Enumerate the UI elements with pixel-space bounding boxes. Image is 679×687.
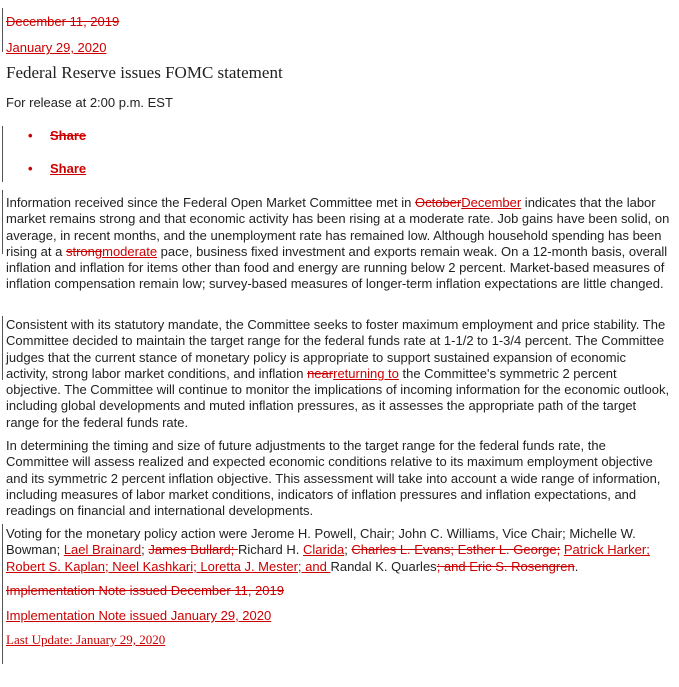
inserted-text: Patrick Harker; Robert S. Kaplan; Neel Kashkari; Loretta J. Mester; and: [6, 542, 650, 574]
change-bar: [2, 8, 3, 52]
share-label: Share: [50, 128, 87, 143]
inserted-text: December: [461, 195, 522, 210]
paragraph-economic-conditions: Information received since the Federal Open Market Committee met in OctoberDecember indicates that the labor market remains strong and that economic activity has been rising at a moderate rate. Job gains have been solid, on average, in recent months, and the unemployment rate has remained low. Although household spending has been rising at a strongmoderate pace, business fixed investment and exports remain weak. On a 12-month basis, overall inflation and inflation for items other than food and energy are running below 2 percent. Market-based measures of inflation compensation remain low; survey-based measures of longer-term inflation expectations are little changed.: [6, 195, 670, 292]
deleted-text: October: [414, 195, 462, 210]
paragraph-future-adjustments: In determining the timing and size of future adjustments to the target range for the federal funds rate, the Committee will assess realized and expected economic conditions relative to its maximum employment objective and its symmetric 2 percent inflation objective. This assessment will take into account a wide range of information, including measures of labor market conditions, indicators of inflation pressures and inflation expectations, and readings on financial and international developments.: [6, 438, 661, 519]
inserted-date: January 29, 2020: [6, 40, 107, 55]
deleted-text: ; and Eric S. Rosengren: [436, 558, 575, 574]
deleted-date: December 11, 2019: [6, 14, 120, 29]
change-bar: [2, 126, 3, 182]
paragraph-policy-decision: Consistent with its statutory mandate, the Committee seeks to foster maximum employment and price stability. The Committee decided to maintain the target range for the federal funds rate at 1-1/2 to 1-3/4 percent. The Committee judges that the current stance of monetary policy is appropriate to support sustained expansion of economic activity, strong labor market conditions, and inflation nearreturning to the Committee's symmetric 2 percent objective. The Committee will continue to monitor the implications of incoming information for the economic outlook, including global developments and muted inflation pressures, as it assesses the appropriate path of the target range for the federal funds rate.: [6, 317, 670, 430]
deleted-text: James Bullard;: [148, 542, 238, 558]
bullet-icon: •: [28, 161, 33, 176]
implementation-note-link-inserted[interactable]: Implementation Note issued January 29, 2020: [6, 608, 272, 623]
change-bar: [2, 316, 3, 380]
last-update: Last Update: January 29, 2020: [6, 632, 166, 647]
inserted-text: Clarida: [303, 542, 345, 558]
inserted-text: returning to: [333, 365, 399, 381]
bullet-icon: •: [28, 128, 33, 143]
release-time: For release at 2:00 p.m. EST: [6, 95, 173, 110]
share-label: Share: [50, 161, 87, 176]
page-title: Federal Reserve issues FOMC statement: [6, 63, 283, 82]
inserted-text: Lael Brainard: [63, 542, 142, 558]
inserted-text: moderate: [102, 243, 158, 259]
deleted-text: near: [307, 365, 334, 381]
deleted-text: Charles L. Evans; Esther L. George;: [351, 542, 561, 558]
paragraph-voting: Voting for the monetary policy action were Jerome H. Powell, Chair; John C. Williams, Vice Chair; Michelle W. Bowman; Lael Brainard; James Bullard; Richard H. Clarida; Charles L. Evans; Esther L. George; Patrick Harker; Robert S. Kaplan; Neel Kashkari; Loretta J. Mester; and Randal K. Quarles; and Eric S. Rosengren.: [6, 526, 650, 574]
change-bar: [2, 524, 3, 664]
share-link-inserted[interactable]: [28, 161, 86, 176]
implementation-note-link-deleted[interactable]: Implementation Note issued December 11, 2019: [6, 583, 284, 598]
deleted-text: strong: [65, 243, 103, 259]
share-link-deleted[interactable]: [28, 128, 86, 143]
change-bar: [2, 190, 3, 254]
